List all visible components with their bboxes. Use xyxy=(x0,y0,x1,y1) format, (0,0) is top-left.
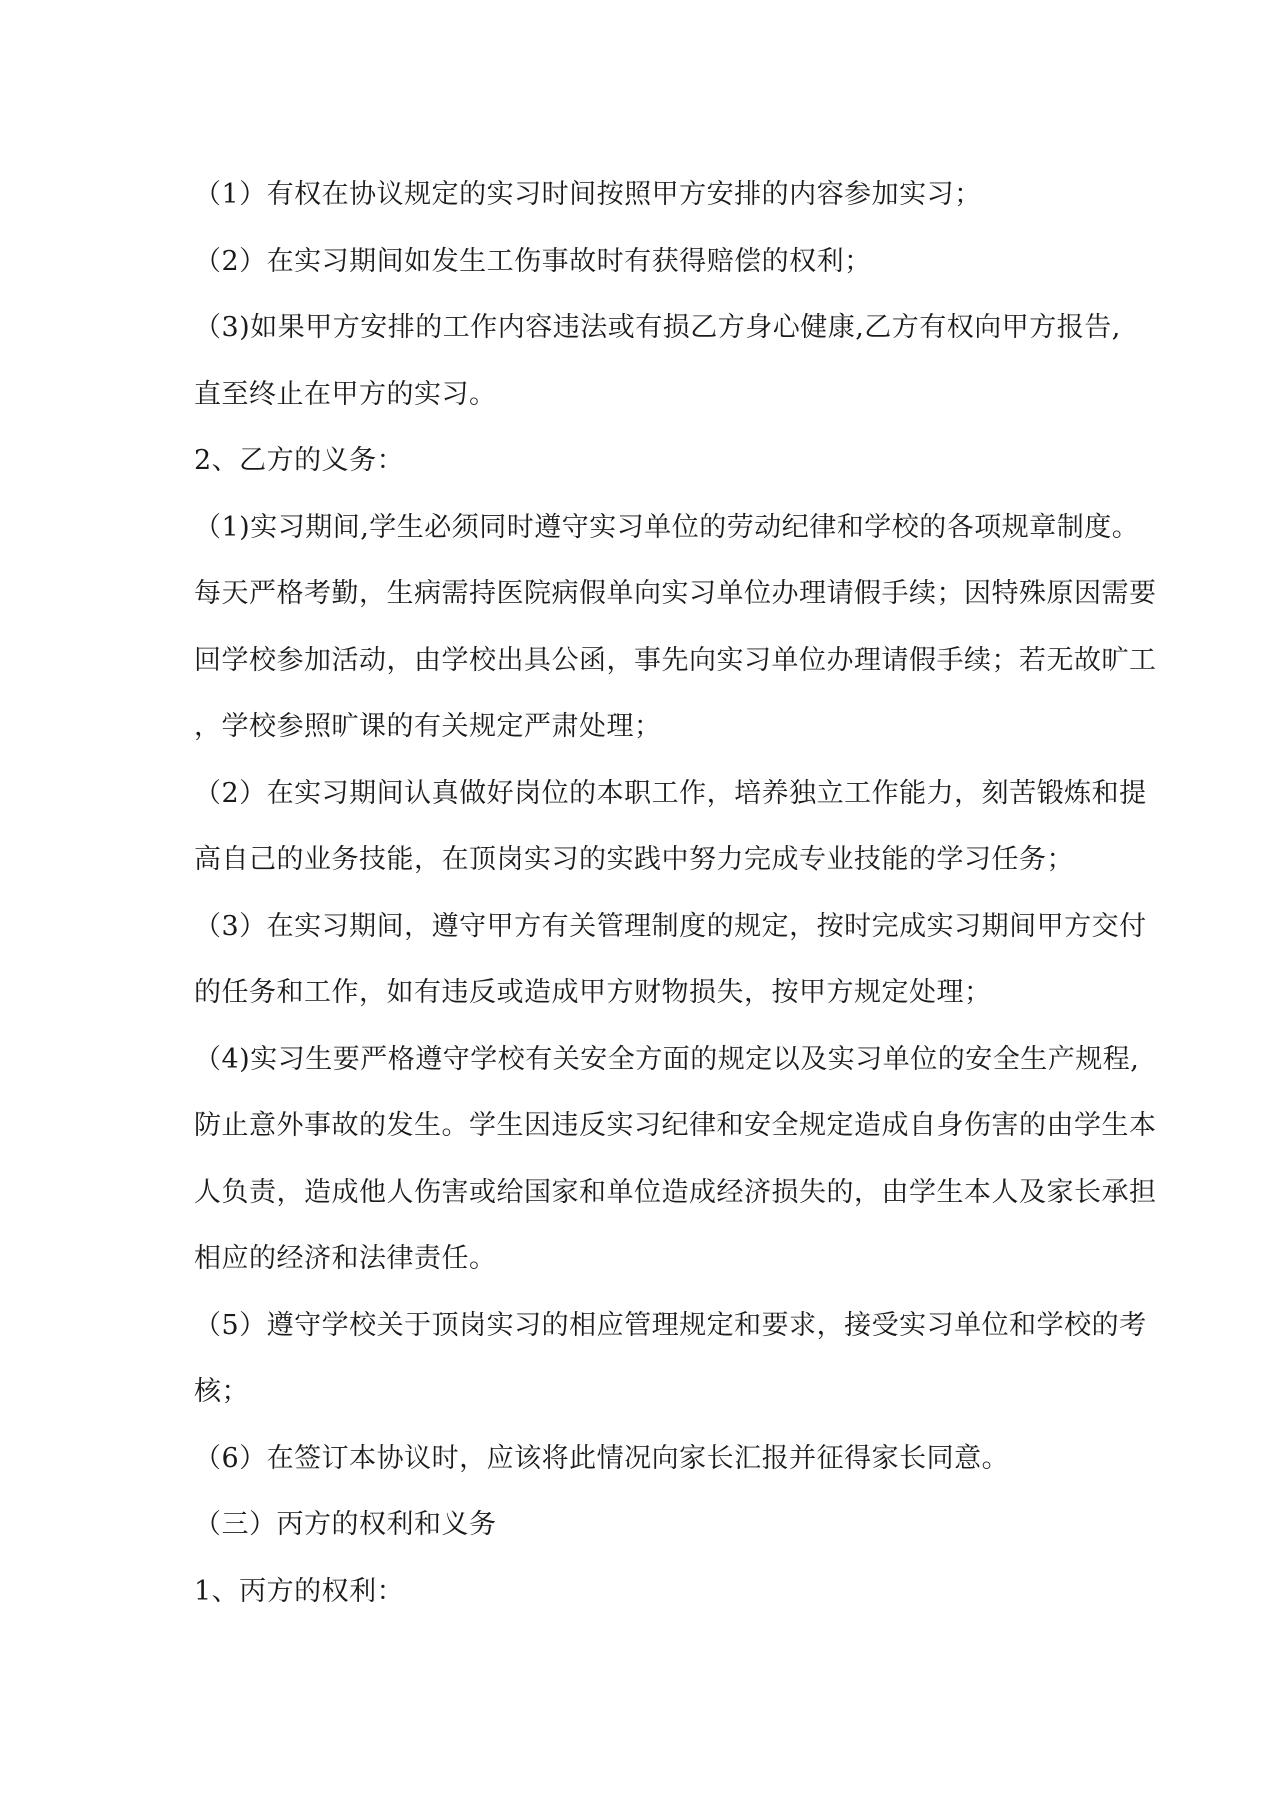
text-line: 人负责，造成他人伤害或给国家和单位造成经济损失的，由学生本人及家长承担 xyxy=(194,1176,1157,1208)
text-line: 直至终止在甲方的实习。 xyxy=(194,378,497,410)
text-line: 防止意外事故的发生。学生因违反实习纪律和安全规定造成自身伤害的由学生本 xyxy=(194,1110,1157,1141)
text-line: （1）有权在协议规定的实习时间按照甲方安排的内容参加实习； xyxy=(194,179,982,210)
text-line: （3)如果甲方安排的工作内容违法或有损乙方身心健康,乙方有权向甲方报告, xyxy=(194,312,1121,343)
text-line: 的任务和工作，如有违反或造成甲方财物损失，按甲方规定处理； xyxy=(194,977,992,1008)
text-line: 核； xyxy=(194,1376,249,1407)
text-line: ，学校参照旷课的有关规定严肃处理； xyxy=(194,711,662,742)
text-line: （3）在实习期间，遵守甲方有关管理制度的规定，按时完成实习期间甲方交付 xyxy=(194,910,1147,942)
text-line: （4)实习生要严格遵守学校有关安全方面的规定以及实习单位的安全生产规程, xyxy=(194,1043,1140,1075)
text-line: （2）在实习期间如发生工伤事故时有获得赔偿的权利； xyxy=(194,245,872,277)
text-line: 相应的经济和法律责任。 xyxy=(194,1243,497,1274)
section-heading: 1、丙方的权利： xyxy=(194,1575,405,1607)
text-line: （1)实习期间,学生必须同时遵守实习单位的劳动纪律和学校的各项规章制度。 xyxy=(194,511,1140,543)
section-heading: 2、乙方的义务： xyxy=(194,445,405,476)
text-line: 回学校参加活动，由学校出具公函，事先向实习单位办理请假手续；若无故旷工 xyxy=(194,644,1157,676)
text-line: （5）遵守学校关于顶岗实习的相应管理规定和要求，接受实习单位和学校的考 xyxy=(194,1309,1147,1341)
text-line: （2）在实习期间认真做好岗位的本职工作，培养独立工作能力，刻苦锻炼和提 xyxy=(194,777,1147,809)
text-line: （6）在签订本协议时，应该将此情况向家长汇报并征得家长同意。 xyxy=(194,1442,1010,1474)
text-line: 每天严格考勤，生病需持医院病假单向实习单位办理请假手续；因特殊原因需要 xyxy=(194,578,1157,609)
text-line: 高自己的业务技能，在顶岗实习的实践中努力完成专业技能的学习任务； xyxy=(194,844,1074,875)
section-heading: （三）丙方的权利和义务 xyxy=(194,1509,497,1540)
document-body xyxy=(194,162,1157,1625)
